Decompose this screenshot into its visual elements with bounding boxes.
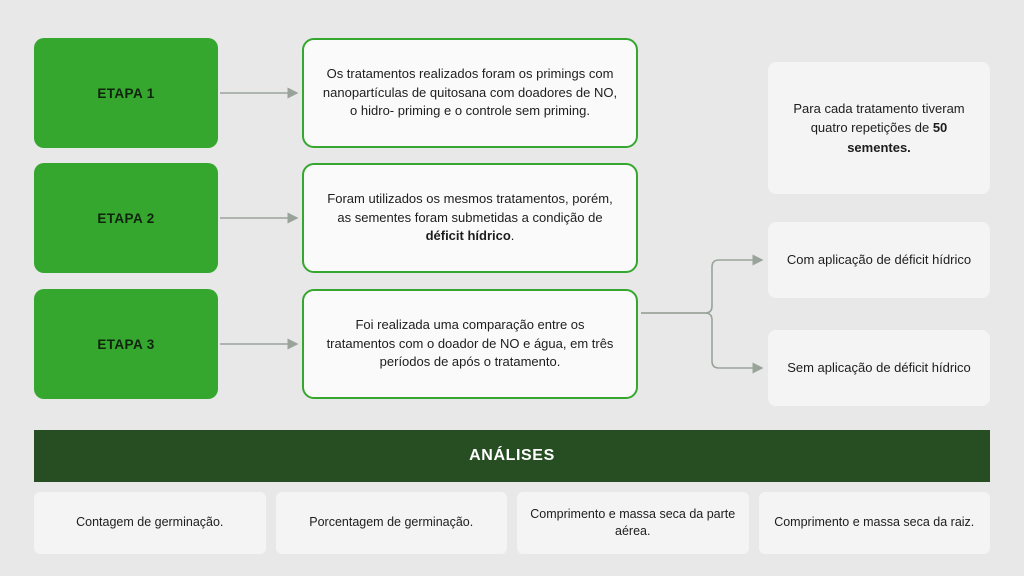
stage-1-description-box	[302, 38, 638, 148]
arrow-desc3-to-with-deficit	[641, 260, 762, 313]
arrow-desc3-to-without-deficit	[641, 313, 762, 368]
repetitions-text: Para cada tratamento tiveram quatro repetições de 50 sementes.	[793, 100, 965, 155]
with-water-deficit-card	[768, 222, 990, 298]
stage-1-description-text: Os tratamentos realizados foram os primings com nanopartículas de quitosana com doadores de NO, o hidro- priming e o controle sem priming.	[322, 65, 618, 119]
analysis-card	[34, 492, 266, 554]
analyses-band	[34, 430, 990, 482]
analysis-card-label: Comprimento e massa seca da parte aérea.	[530, 506, 736, 538]
stage-3-description-box	[302, 289, 638, 399]
repetitions-card	[768, 62, 990, 194]
stage-2-label: ETAPA 2	[97, 210, 155, 226]
analyses-band-title: ANÁLISES	[469, 447, 555, 464]
without-water-deficit-card	[768, 330, 990, 406]
with-water-deficit-text: Com aplicação de déficit hídrico	[786, 252, 972, 268]
analysis-card-label: Contagem de germinação.	[76, 515, 224, 530]
analysis-card	[276, 492, 508, 554]
stage-3-description-text: Foi realizada uma comparação entre os tratamentos com o doador de NO e água, em três períodos de após o tratamento.	[326, 316, 614, 370]
analysis-card-label: Comprimento e massa seca da raiz.	[774, 515, 975, 530]
stage-box-2[interactable]	[34, 163, 218, 273]
stage-3-label: ETAPA 3	[97, 336, 155, 352]
analysis-card	[759, 492, 991, 554]
stage-1-label: ETAPA 1	[97, 85, 155, 101]
analysis-card	[517, 492, 749, 554]
analysis-card-label: Porcentagem de germinação.	[309, 515, 474, 530]
stage-2-description-box	[302, 163, 638, 273]
stage-box-1[interactable]	[34, 38, 218, 148]
without-water-deficit-text: Sem aplicação de déficit hídrico	[787, 360, 971, 376]
stage-box-3[interactable]	[34, 289, 218, 399]
stage-2-description-text: Foram utilizados os mesmos tratamentos, porém, as sementes foram submetidas a condição de déficit hídrico.	[327, 190, 613, 244]
analyses-card-row	[34, 492, 990, 554]
